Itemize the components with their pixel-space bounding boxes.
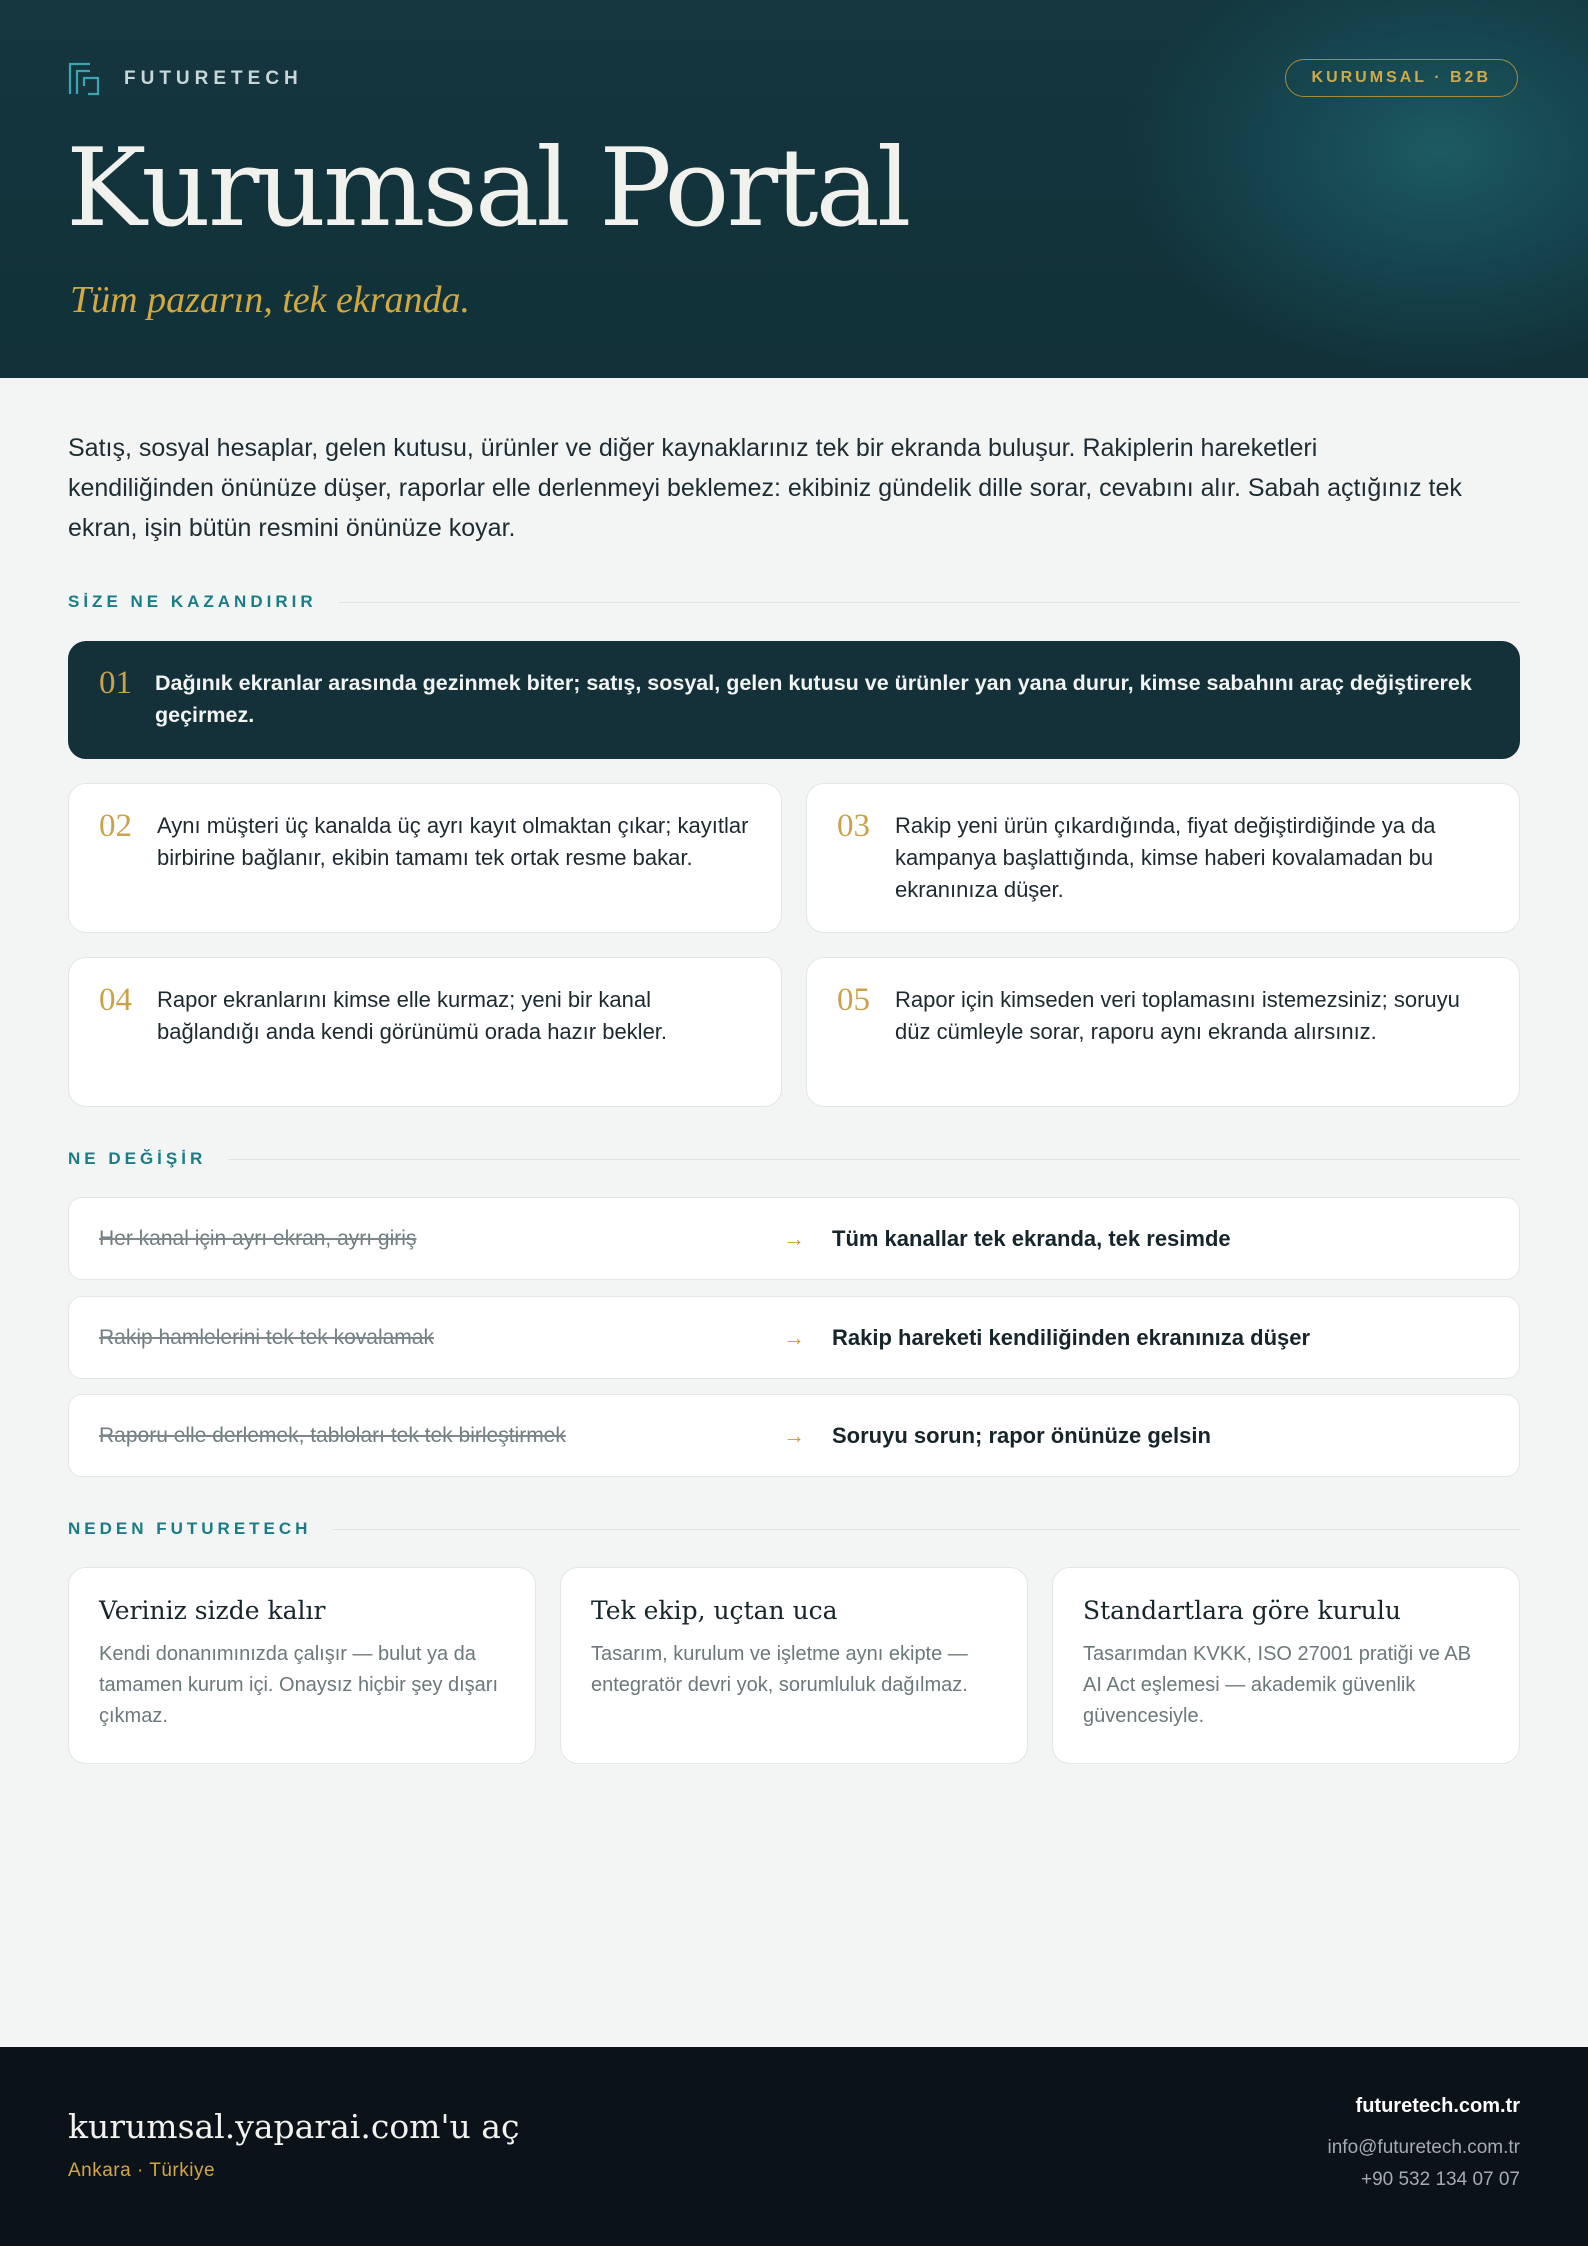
portal-link[interactable]: kurumsal.yaparai.com'u aç xyxy=(68,2107,520,2146)
benefit-card xyxy=(806,783,1520,933)
why-card-title: Veriniz sizde kalır xyxy=(99,1596,326,1625)
change-before: Her kanal için ayrı ekran, ayrı giriş xyxy=(99,1226,417,1250)
change-after: Rakip hareketi kendiliğinden ekranınıza düşer xyxy=(832,1324,1311,1350)
section-header-changes xyxy=(68,1149,1520,1169)
why-card-description: Kendi donanımınızda çalışır — bulut ya da tamamen kurum içi. Onaysız hiçbir şey dışarı çıkmaz. xyxy=(99,1643,499,1727)
futuretech-logo-icon xyxy=(68,62,102,96)
benefit-card-featured xyxy=(68,641,1520,759)
section-divider xyxy=(339,602,1520,603)
intro-paragraph: Satış, sosyal hesaplar, gelen kutusu, ürünler ve diğer kaynaklarınız tek bir ekranda buluşur. Rakiplerin hareketleri kendiliğinden önünüze düşer, raporlar elle derlenmeyi beklemez: ekibiniz gündelik dille sorar, cevabını alır. Sabah açtığınız tek ekran, işin bütün resmini önünüze koyar. xyxy=(68,434,1462,542)
page-title: Kurumsal Portal xyxy=(66,126,909,251)
footer xyxy=(0,2047,1588,2246)
benefit-text: Rakip yeni ürün çıkardığında, fiyat değiştirdiğinde ya da kampanya başlattığında, kimse haberi kovalamadan bu ekranınıza düşer. xyxy=(895,813,1436,902)
why-card-title: Standartlara göre kurulu xyxy=(1083,1596,1401,1625)
hero-banner xyxy=(0,0,1588,378)
change-row xyxy=(68,1394,1520,1477)
arrow-right-icon: → xyxy=(783,1225,805,1251)
change-before: Raporu elle derlemek, tabloları tek tek birleştirmek xyxy=(99,1423,566,1447)
benefit-text: Rapor ekranlarını kimse elle kurmaz; yeni bir kanal bağlandığı anda kendi görünümü orada hazır bekler. xyxy=(157,987,668,1044)
benefit-text: Aynı müşteri üç kanalda üç ayrı kayıt olmaktan çıkar; kayıtlar birbirine bağlanır, ekibin tamamı tek ortak resme bakar. xyxy=(157,813,749,870)
brand-name: FUTURETECH xyxy=(124,68,303,89)
email-link[interactable]: info@futuretech.com.tr xyxy=(1327,2137,1520,2158)
section-header-benefits xyxy=(68,592,1520,612)
footer-location: Ankara · Türkiye xyxy=(68,2160,216,2181)
benefit-number: 01 xyxy=(99,665,132,701)
segment-badge: KURUMSAL · B2B xyxy=(1285,59,1518,97)
benefit-number: 05 xyxy=(837,982,870,1018)
benefit-card xyxy=(806,957,1520,1107)
benefit-number: 04 xyxy=(99,982,132,1018)
section-divider xyxy=(333,1529,1520,1530)
why-card xyxy=(560,1567,1028,1764)
section-label: NE DEĞİŞİR xyxy=(68,1149,207,1168)
why-card-description: Tasarım, kurulum ve işletme aynı ekipte — entegratör devri yok, sorumluluk dağılmaz. xyxy=(591,1643,968,1696)
section-label: SİZE NE KAZANDIRIR xyxy=(68,592,317,611)
phone-link[interactable]: +90 532 134 07 07 xyxy=(1360,2169,1520,2190)
benefit-card xyxy=(68,957,782,1107)
website-link[interactable]: futuretech.com.tr xyxy=(1355,2095,1520,2117)
benefit-text: Dağınık ekranlar arasında gezinmek biter; satış, sosyal, gelen kutusu ve ürünler yan yana durur, kimse sabahını araç değiştirerek geçirmez. xyxy=(155,671,1472,727)
why-card xyxy=(1052,1567,1520,1764)
benefit-number: 03 xyxy=(837,808,870,844)
brand[interactable] xyxy=(68,62,303,96)
why-card xyxy=(68,1567,536,1764)
why-card-description: Tasarımdan KVKK, ISO 27001 pratiği ve AB AI Act eşlemesi — akademik güvenlik güvencesiyle. xyxy=(1083,1643,1471,1727)
change-after: Soruyu sorun; rapor önünüze gelsin xyxy=(832,1422,1211,1448)
section-label: NEDEN FUTURETECH xyxy=(68,1519,312,1538)
change-row xyxy=(68,1197,1520,1280)
change-row xyxy=(68,1296,1520,1379)
section-header-why xyxy=(68,1519,1520,1539)
change-before: Rakip hamlelerini tek tek kovalamak xyxy=(99,1325,434,1349)
benefit-card xyxy=(68,783,782,933)
arrow-right-icon: → xyxy=(783,1422,805,1448)
section-divider xyxy=(228,1159,1520,1160)
hero-tagline: Tüm pazarın, tek ekranda. xyxy=(70,279,471,321)
why-card-title: Tek ekip, uçtan uca xyxy=(591,1596,838,1625)
arrow-right-icon: → xyxy=(783,1324,805,1350)
benefit-number: 02 xyxy=(99,808,132,844)
benefit-text: Rapor için kimseden veri toplamasını istemezsiniz; soruyu düz cümleyle sorar, raporu aynı ekranda alırsınız. xyxy=(895,987,1460,1044)
change-after: Tüm kanallar tek ekranda, tek resimde xyxy=(832,1225,1231,1251)
